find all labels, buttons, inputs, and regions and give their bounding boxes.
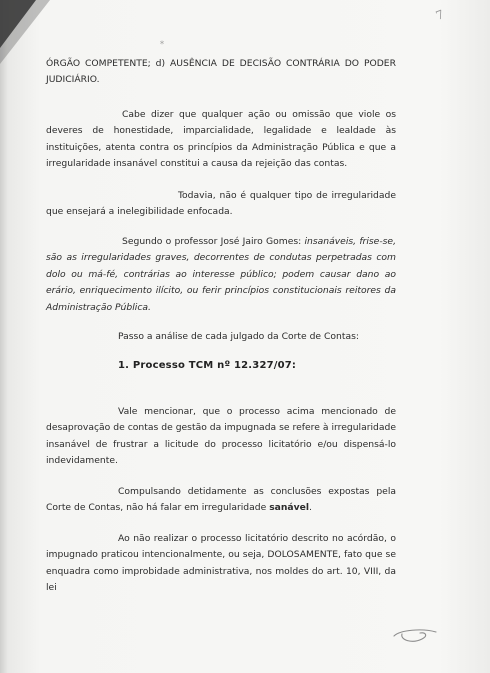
- page-number-handwritten: 7: [433, 7, 446, 23]
- paragraph-5: Passo a análise de cada julgado da Corte de Contas:: [118, 331, 359, 342]
- paragraph-8: Ao não realizar o processo licitatório descrito no acórdão, o impugnado praticou intencionalmente, ou seja, DOLOSAMENTE, fato que se enquadra como improbidade administrativa, nos moldes do art. 10, VIII, da lei: [46, 533, 396, 594]
- quote-intro: Segundo o professor José Jairo Gomes:: [122, 236, 305, 247]
- stray-mark: *: [160, 40, 164, 49]
- paragraph-7-end: .: [308, 502, 312, 514]
- handwritten-initial: [392, 624, 442, 648]
- emphasis-sanavel: sanável: [269, 502, 309, 514]
- paragraph-7: [46, 484, 396, 517]
- quote-text: insanáveis, frise-se, são as irregularidades graves, decorrentes de condutas perpetradas com dolo ou má-fé, contrárias ao interesse público; podem causar dano ao erário, enriquecimento ilícito, ou ferir princípios constitucionais reitores da Administração Pública.: [46, 236, 397, 313]
- paragraph-2: Cabe dizer que qualquer ação ou omissão que viole os deveres de honestidade, imparcialidade, legalidade e lealdade às instituições, atenta contra os princípios da Administração Pública e que a irregularidade insanável constitui a causa da rejeição das contas.: [46, 109, 396, 170]
- paragraph-1: ÓRGÃO COMPETENTE; d) AUSÊNCIA DE DECISÃO CONTRÁRIA DO PODER JUDICIÁRIO.: [46, 58, 396, 86]
- paragraph-3: Todavia, não é qualquer tipo de irregularidade que ensejará a inelegibilidade enfocada.: [46, 190, 396, 218]
- folded-corner: [0, 0, 36, 48]
- paragraph-6: Vale mencionar, que o processo acima mencionado de desaprovação de contas de gestão da impugnada se refere à irregularidade insanável de frustrar a licitude do processo licitatório e/ou dispensá-lo indevidamente.: [46, 406, 396, 467]
- paragraph-7-text: Compulsando detidamente as conclusões expostas pela Corte de Contas, não há falar em irregularidade: [46, 486, 396, 514]
- paragraph-4: [46, 234, 396, 316]
- section-heading: 1. Processo TCM nº 12.327/07:: [118, 360, 297, 371]
